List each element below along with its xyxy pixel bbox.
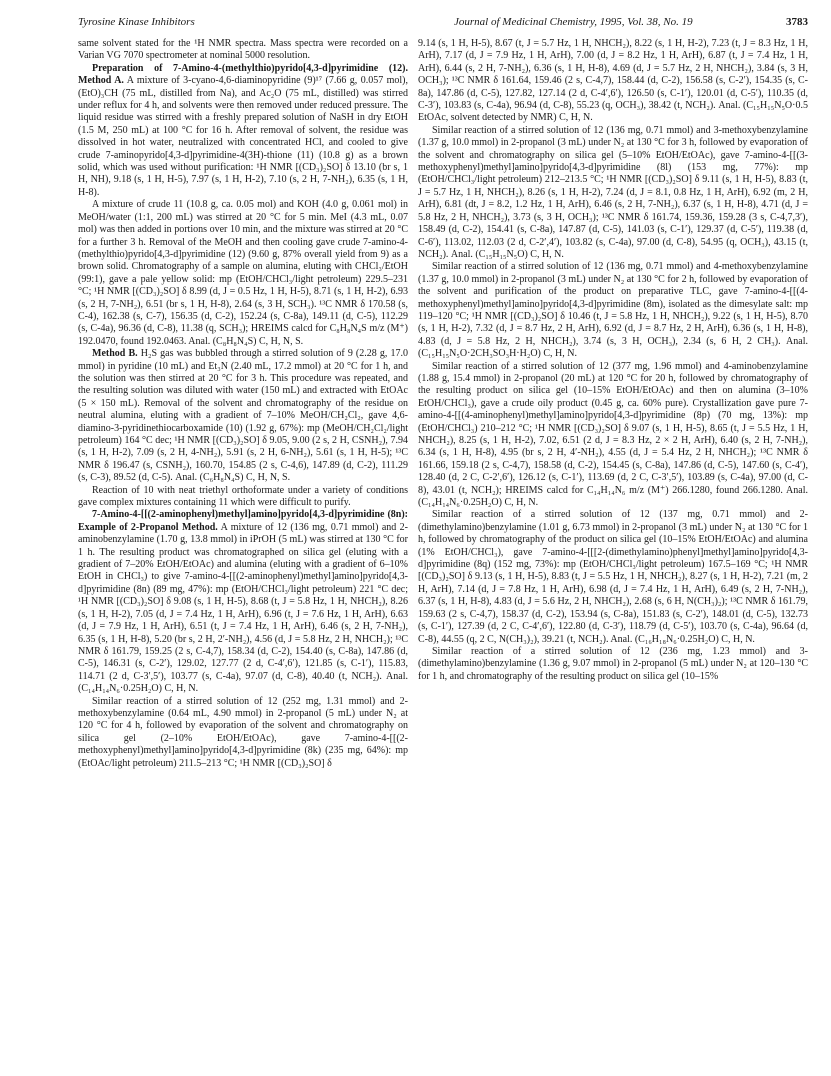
paragraph-text: A mixture of crude 11 (10.8 g, ca. 0.05 mol) and KOH (4.0 g, 0.061 mol) in MeOH/water (1:1, 200 mL) was stirred at 20 °C for 5 min. MeI (4.3 mL, 0.07 mol) was then added in portions over 10 min, and the mixture was stirred at 20 °C for a further 3 h. Removal of the MeOH and then cooling gave crude 7-amino-4-(methylthio)pyrido[4,3-d]pyrimidine (12) (9.60 g, 87% overall yield from 9) as a brown solid. Chromatography of a sample on alumina, eluting with CHCl₃/EtOH (99:1), gave a pale yellow solid: mp (EtOH/CHCl₃/light petroleum) 229.5–231 °C; ¹H NMR [(CD₃)₂SO] δ 8.99 (d, J = 0.5 Hz, 1 H, H-5), 8.71 (s, 1 H, H-2), 6.93 (s, 2 H, 7-NH₂), 6.51 (br s, 1 H, H-8), 2.64 (s, 3 H, SCH₃). ¹³C NMR δ 170.58 (s, C-4), 162.38 (s, C-7), 156.35 (d, C-2), 152.24 (s, C-8a), 149.11 (d, C-5), 112.29 (s, C-4a), 96.36 (d, C-8), 11.38 (q, SCH₃); HREIMS calcd for C₈H₈N₄S m/z (M⁺) 192.0470, found 192.0463. Anal. (C₈H₈N₄S) C, H, N, S. bbox=[78, 199, 408, 347]
paragraph-text: 9.14 (s, 1 H, H-5), 8.67 (t, J = 5.7 Hz, 1 H, NHCH₂), 8.22 (s, 1 H, H-2), 7.23 (t, J = 8.3 Hz, 1 H, ArH), 7.17 (d, J = 7.9 Hz, 1 H, ArH), 7.00 (d, J = 8.2 Hz, 1 H, ArH), 6.87 (t, J = 7.4 Hz, 1 H, ArH), 6.44 (s, 2 H, 7-NH₂), 6.36 (s, 1 H, H-8), 4.69 (d, J = 5.7 Hz, 2 H, NHCH₂), 3.84 (s, 3 H, OCH₃); ¹³C NMR δ 161.64, 159.46 (2 s, C-4,7), 158.44 (d, C-2), 156.58 (s, C-2′), 154.35 (s, C-8a), 147.86 (d, C-5), 127.82, 127.14 (2 d, C-4′,6′), 126.50 (s, C-1′), 120.01 (d, C-5′), 110.35 (d, C-3′), 103.83 (s, C-4a), 96.94 (d, C-8), 55.23 (q, OCH₃), 38.42 (t, NCH₂). Anal. (C₁₅H₁₅N₅O·0.5 EtOAc, solvent detected by NMR) C, H, N. bbox=[418, 38, 808, 124]
right-column bbox=[418, 38, 808, 683]
paragraph bbox=[418, 125, 808, 261]
section-heading: 7-Amino-4-[[(2-aminophenyl)methyl]amino]pyrido[4,3-d]pyrimidine (8n): Example of 2-Propanol Method. bbox=[78, 509, 408, 533]
paragraph bbox=[418, 646, 808, 683]
paragraph bbox=[418, 509, 808, 645]
paragraph-text: Similar reaction of a stirred solution of 12 (377 mg, 1.96 mmol) and 4-aminobenzylamine (1.88 g, 15.4 mmol) in 2-propanol (20 mL) at 120 °C for 20 h, followed by chromatography of the resulting product on silica gel (10–15% EtOH/EtOAc) and then on alumina (3–10% EtOH/CHCl₃), gave a crude oily product (0.45 g, ca. 60% pure). Crystallization gave pure 7-amino-4-[[(4-aminophenyl)methyl]amino]pyrido[4,3-d]pyrimidine (8p) (70 mg, 13%): mp (EtOH/CHCl₃) 210–212 °C; ¹H NMR [(CD₃)₂SO] δ 9.07 (s, 1 H, H-5), 8.65 (t, J = 5.5 Hz, 1 H, NHCH₂), 8.25 (s, 1 H, H-2), 7.02, 6.51 (2 d, J = 8.3 Hz, 2 × 2 H, ArH), 6.40 (s, 2 H, 7-NH₂), 6.34 (s, 1 H, H-8), 4.95 (br s, 2 H, 4′-NH₂), 4.55 (d, J = 5.4 Hz, 2 H, NHCH₂); ¹³C NMR δ 161.66, 159.18 (2 s, C-4,7), 158.58 (d, C-2), 154.45 (s, C-8a), 147.86 (d, C-5), 147.60 (s, C-4′), 128.40 (d, 2 C, C-2′,6′), 126.12 (s, C-1′), 113.69 (d, 2 C, C-3′,5′), 103.89 (s, C-4a), 97.00 (d, C-8), 43.01 (t, NCH₂); HREIMS calcd for C₁₄H₁₄N₆ m/z (M⁺) 266.1280, found 266.1280. Anal. (C₁₄H₁₄N₆·0.25H₂O) C, H, N. bbox=[418, 360, 808, 509]
paragraph-text: A mixture of 3-cyano-4,6-diaminopyridine (9)¹⁷ (7.66 g, 0.057 mol), (EtO)₃CH (75 mL, distilled from Na), and Ac₂O (75 mL, distilled) was stirred under reflux for 4 h, and solvents were then removed under reduced pressure. The liquid residue was stirred with a freshly prepared solution of NaSH in dry EtOH (1.5 M, 250 mL) at 100 °C for 16 h. After removal of solvent, the residue was dissolved in hot water, neutralized with concentrated HCl, and cooled to give crude 7-aminopyrido[4,3-d]pyrimidine-4(3H)-thione (11) (10.8 g) as a brown solid, which was used without purification: ¹H NMR [(CD₃)₂SO] δ 13.10 (br s, 1 H, NH), 9.18 (s, 1 H, H-5), 7.97 (s, 1 H, H-2), 7.10 (s, 2 H, 7-NH₂), 6.35 (s, 1 H, H-8). bbox=[78, 75, 408, 198]
paragraph-text: Similar reaction of a stirred solution of 12 (252 mg, 1.31 mmol) and 2-methoxybenzylamine (0.64 mL, 4.90 mmol) in 2-propanol (5 mL) under N₂ at 120 °C for 4 h, followed by evaporation of the solvent and chromatography on silica gel (2–10% EtOH/EtOAc), gave 7-amino-4-[[(2-methoxyphenyl)methyl]amino]pyrido[4,3-d]pyrimidine (8k) (235 mg, 64%): mp (EtOAc/light petroleum) 211.5–213 °C; ¹H NMR [(CD₃)₂SO] δ bbox=[78, 695, 408, 769]
section-heading: Method B. bbox=[92, 348, 138, 360]
paragraph-text: Similar reaction of a stirred solution of 12 (136 mg, 0.71 mmol) and 4-methoxybenzylamine (1.37 g, 10.0 mmol) in 2-propanol (3 mL) under N₂ at 130 °C for 2 h, followed by evaporation of the solvent and purification of the product on preparative TLC, gave 7-amino-4-[[(4-methoxyphenyl)methyl]amino]pyrido[4,3-d]pyrimidine (8m), isolated as the dimesylate salt: mp 119–120 °C; ¹H NMR [(CD₃)₂SO] δ 10.46 (t, J = 5.8 Hz, 1 H, NHCH₂), 9.22 (s, 1 H, H-5), 8.70 (s, 1 H, H-2), 7.32 (d, J = 8.7 Hz, 2 H, ArH), 6.92 (d, J = 8.7 Hz, 2 H, ArH), 6.36 (s, 1 H, H-8), 4.83 (d, J = 5.8 Hz, 2 H, NHCH₂), 3.74 (s, 3 H, OCH₃), 2.34 (s, 6 H, 2 CH₃). Anal. (C₁₅H₁₅N₅O·2CH₃SO₃H·H₂O) C, H, N. bbox=[418, 261, 808, 360]
running-title: Tyrosine Kinase Inhibitors bbox=[78, 16, 195, 28]
journal-citation: Journal of Medicinal Chemistry, 1995, Vol. 38, No. 19 bbox=[454, 16, 693, 28]
paragraph-text: Similar reaction of a stirred solution of 12 (137 mg, 0.71 mmol) and 2-(dimethylamino)benzylamine (1.01 g, 6.73 mmol) in 2-propanol (3 mL) under N₂ at 130 °C for 1 h, followed by chromatography of the product on silica gel (10–15% EtOH/EtOAc) and alumina (1% EtOH/CHCl₃), gave 7-amino-4-[[[2-(dimethylamino)phenyl]methyl]amino]pyrido[4,3-d]pyrimidine (8q) (152 mg, 73%): mp (EtOH/CHCl₃/light petroleum) 167.5–169 °C; ¹H NMR [(CD₃)₂SO] δ 9.13 (s, 1 H, H-5), 8.83 (t, J = 5.5 Hz, 1 H, NHCH₂), 8.27 (s, 1 H, H-2), 7.21 (m, 2 H, ArH), 7.14 (d, J = 7.8 Hz, 1 H, ArH), 6.98 (d, J = 7.4 Hz, 1 H, ArH), 6.49 (s, 2 H, 7-NH₂), 6.37 (s, 1 H, H-8), 4.83 (d, J = 5.6 Hz, 2 H, NHCH₂), 2.68 (s, 6 H, N(CH₃)₂); ¹³C NMR δ 161.79, 159.63 (2 s, C-4,7), 158.37 (d, C-2), 153.94 (s, C-8a), 151.83 (s, C-2′), 148.01 (d, C-5), 132.73 (s, C-1′), 127.39 (d, 2 C, C-4′,6′), 122.80 (d, C-3′), 118.79 (d, C-5′), 103.70 (s, C-4a), 96.64 (d, C-8), 44.55 (q, 2 C, N(CH₃)₂), 39.21 (t, NCH₂). Anal. (C₁₆H₁₈N₆·0.25H₂O) C, H, N. bbox=[418, 509, 808, 645]
paragraph bbox=[418, 361, 808, 510]
paragraph bbox=[78, 63, 408, 199]
section-heading: Preparation of 7-Amino-4-(methylthio)pyrido[4,3-d]pyrimidine (12). Method A. bbox=[78, 62, 408, 87]
paragraph bbox=[78, 199, 408, 348]
running-header bbox=[78, 16, 808, 32]
paragraph bbox=[78, 509, 408, 695]
paragraph bbox=[418, 38, 808, 125]
page-number: 3783 bbox=[786, 16, 808, 28]
paragraph-text: Similar reaction of a stirred solution of 12 (236 mg, 1.23 mmol) and 3-(dimethylamino)benzylamine (1.36 g, 9.07 mmol) in 2-propanol (5 mL) under N₂ at 120–130 °C for 1 h, and chromatography of the resulting product on silica gel (10–15% bbox=[418, 645, 808, 682]
left-column bbox=[78, 38, 408, 770]
paragraph bbox=[78, 38, 408, 63]
paragraph bbox=[418, 261, 808, 360]
paragraph bbox=[78, 485, 408, 510]
paragraph bbox=[78, 696, 408, 770]
paragraph bbox=[78, 348, 408, 484]
paragraph-text: Reaction of 10 with neat triethyl orthoformate under a variety of conditions gave complex mixtures containing 11 which were difficult to purify. bbox=[78, 484, 408, 509]
paragraph-text: A mixture of 12 (136 mg, 0.71 mmol) and 2-aminobenzylamine (1.70 g, 13.8 mmol) in iPrOH (5 mL) was stirred at 130 °C for 1 h. The resulting product was chromatographed on silica gel (eluting with a gradient of 7–20% EtOH/EtOAc) and alumina (eluting with a gradient of 6–10% EtOH in CHCl₃) to give 7-amino-4-[[(2-aminophenyl)methyl]amino]pyrido[4,3-d]pyrimidine (8n) (89 mg, 47%): mp (EtOH/CHCl₃/light petroleum) 221 °C dec; ¹H NMR [(CD₃)₂SO] δ 9.08 (s, 1 H, H-5), 8.68 (t, J = 5.8 Hz, 1 H, NHCH₂), 8.26 (s, 1 H, H-2), 7.05 (d, J = 7.4 Hz, 1 H, ArH), 6.96 (t, J = 7.6 Hz, 1 H, ArH), 6.63 (d, J = 7.9 Hz, 1 H, ArH), 6.51 (t, J = 7.4 Hz, 1 H, ArH), 6.46 (s, 2 H, 7-NH₂), 6.35 (s, 1 H, H-8), 5.20 (br s, 2 H, 2′-NH₂), 4.56 (d, J = 5.8 Hz, 2 H, NHCH₂); ¹³C NMR δ 161.79, 159.25 (2 s, C-4,7), 158.34 (d, C-2), 154.40 (s, C-8a), 147.86 (d, C-5), 146.31 (s, C-2′), 129.02, 127.77 (2 d, C-4′,6′), 121.85 (s, C-1′), 115.83, 114.71 (2 d, C-3′,5′), 103.77 (s, C-4a), 97.07 (d, C-8), 40.40 (t, NCH₂). Anal. (C₁₄H₁₄N₆·0.25H₂O) C, H, N. bbox=[78, 521, 408, 695]
paragraph-text: H₂S gas was bubbled through a stirred solution of 9 (2.28 g, 17.0 mmol) in pyridine (10 mL) and Et₃N (2.40 mL, 17.2 mmol) at 20 °C for 1 h, and the solution was then stirred at 20 °C for 3 h. This procedure was repeated, and the resulting solution was diluted with water (150 mL) and extracted with EtOAc (5 × 150 mL). Removal of the solvent and chromatography of the residue on neutral alumina, eluting with a gradient of 7–10% MeOH/CH₂Cl₂, gave 4,6-diamino-3-pyridinethiocarboxamide (10) (1.92 g, 67%): mp (MeOH/CH₂Cl₂/light petroleum) 164 °C dec; ¹H NMR [(CD₃)₂SO] δ 9.05, 9.00 (2 s, 2 H, CSNH₂), 7.94 (s, 1 H, H-2), 7.09 (s, 2 H, 4-NH₂), 5.91 (s, 2 H, 6-NH₂), 5.61 (s, 1 H, H-5); ¹³C NMR δ 196.47 (s, CSNH₂), 160.70, 154.85 (2 s, C-4,6), 147.89 (d, C-2), 111.29 (s, C-3), 89.52 (d, C-5). Anal. (C₆H₈N₄S) C, H, N, S. bbox=[78, 348, 408, 484]
paragraph-text: Similar reaction of a stirred solution of 12 (136 mg, 0.71 mmol) and 3-methoxybenzylamine (1.37 g, 10.0 mmol) in 2-propanol (3 mL) under N₂ at 130 °C for 3 h, followed by evaporation of the solvent and chromatography on silica gel (5–10% EtOH/EtOAc), gave 7-amino-4-[[(3-methoxyphenyl)methyl]amino]pyrido[4,3-d]pyrimidine (8l) (153 mg, 77%): mp (EtOH/CHCl₃/light petroleum) 212–213.5 °C; ¹H NMR [(CD₃)₂SO] δ 9.11 (s, 1 H, H-5), 8.83 (t, J = 5.7 Hz, 1 H, NHCH₂), 8.26 (s, 1 H, H-2), 7.24 (d, J = 8.1, 0.8 Hz, 1 H, ArH), 6.92 (m, 2 H, ArH), 6.81 (dt, J = 8.2, 1.2 Hz, 1 H, ArH), 6.46 (s, 2 H, 7-NH₂), 6.37 (s, 1 H, H-8), 4.71 (d, J = 5.8 Hz, 2 H, NHCH₂), 3.73 (s, 3 H, OCH₃); ¹³C NMR δ 161.74, 159.36, 159.28 (3 s, C-4,7,3′), 158.49 (d, C-2), 154.41 (s, C-8a), 147.87 (d, C-5), 141.03 (s, C-1′), 129.37 (d, C-5′), 119.38 (d, C-6′), 113.02, 112.03 (2 d, C-2′,4′), 103.82 (s, C-4a), 97.00 (d, C-8), 54.95 (q, OCH₃), 43.15 (t, NCH₂). Anal. (C₁₅H₁₅N₅O) C, H, N. bbox=[418, 124, 808, 260]
paragraph-text: same solvent stated for the ¹H NMR spectra. Mass spectra were recorded on a Varian VG 7070 spectrometer at nominal 5000 resolution. bbox=[78, 38, 408, 62]
